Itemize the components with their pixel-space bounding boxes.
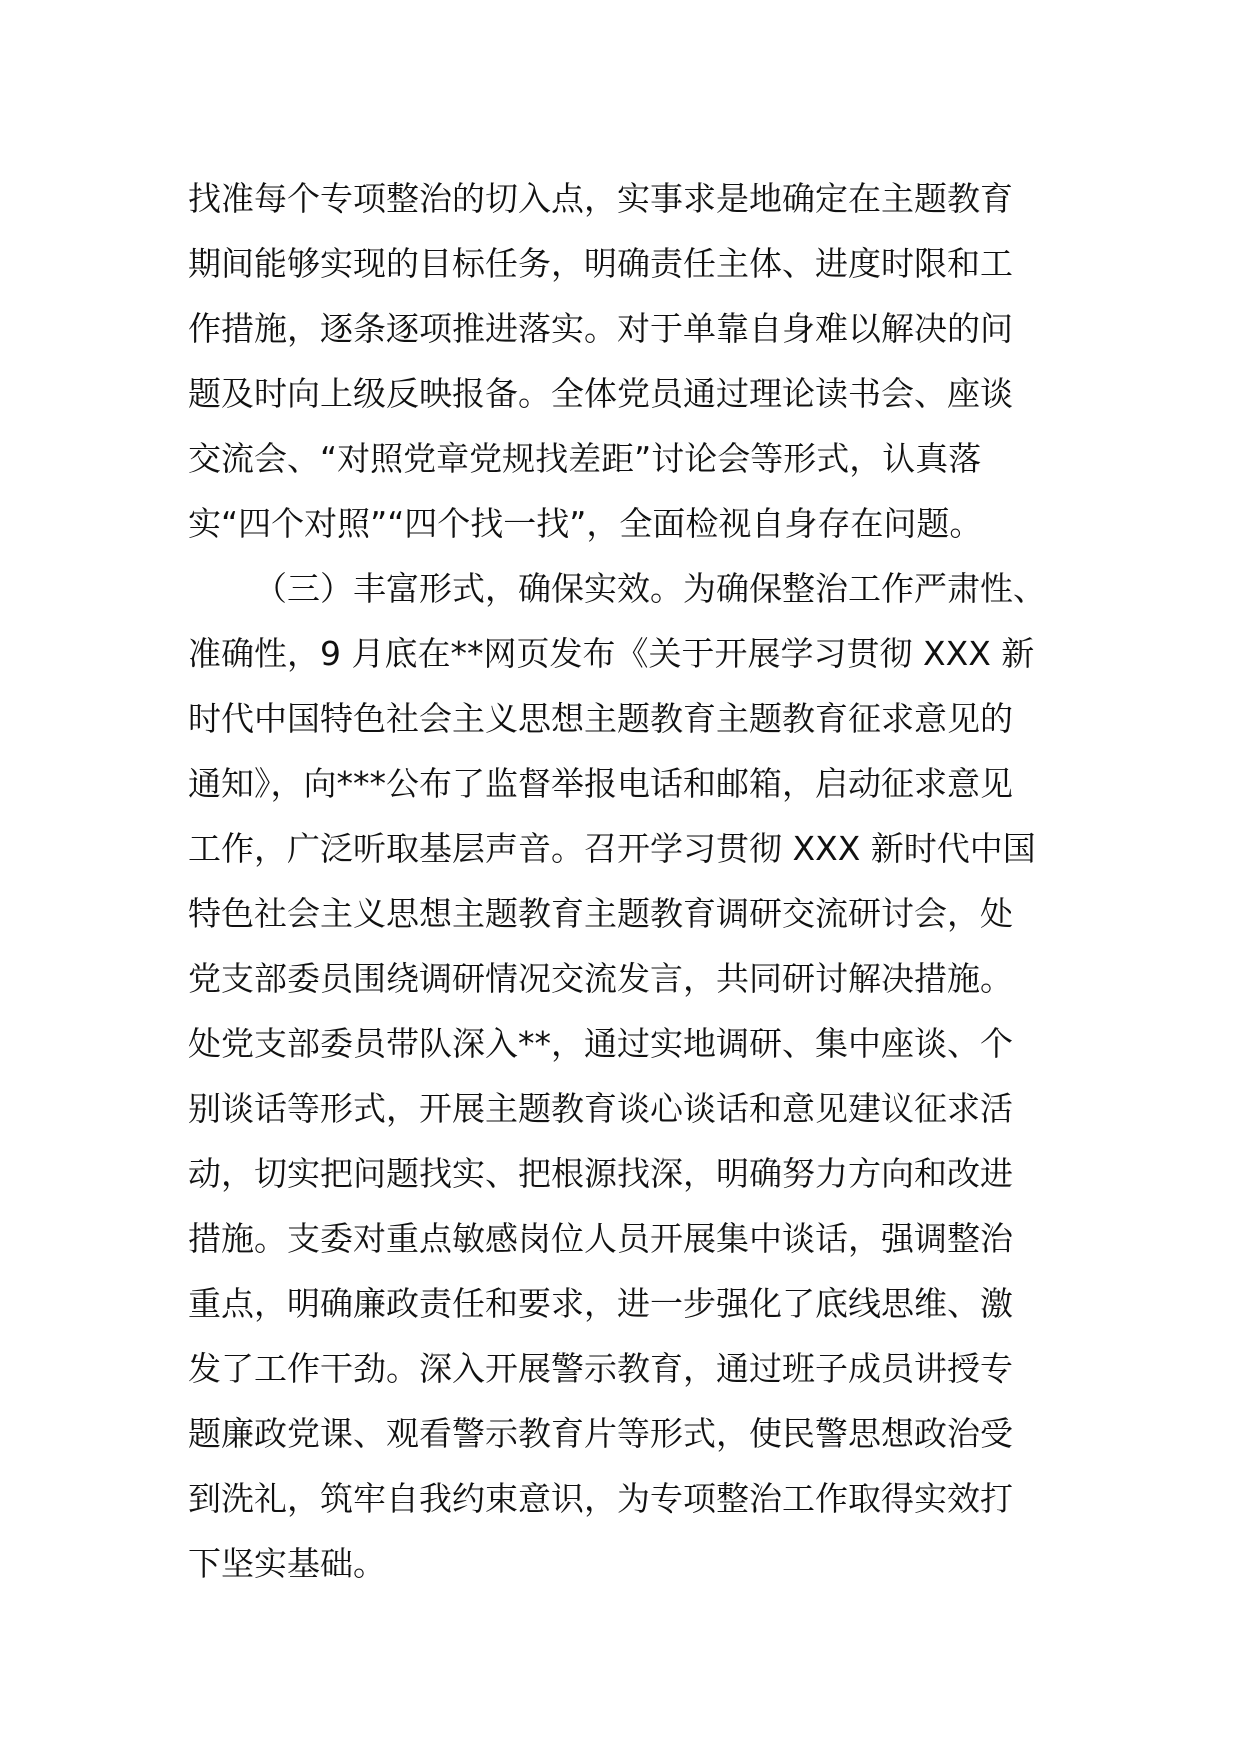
text-line: 通知》，向***公布了监督举报电话和邮箱，启动征求意见 [188,764,1013,803]
text-line: 期间能够实现的目标任务，明确责任主体、进度时限和工 [188,244,1013,283]
text-line: 交流会、“对照党章党规找差距”讨论会等形式，认真落 [188,439,982,478]
section-heading-line: （三）丰富形式，确保实效。为确保整治工作严肃性、 [254,569,1046,608]
text-line: 到洗礼，筑牢自我约束意识，为专项整治工作取得实效打 [188,1479,1013,1518]
text-line: 别谈话等形式，开展主题教育谈心谈话和意见建议征求活 [188,1089,1013,1128]
text-line: 工作，广泛听取基层声音。召开学习贯彻 XXX 新时代中国 [188,829,1036,868]
text-line: 措施。支委对重点敏感岗位人员开展集中谈话，强调整治 [188,1219,1013,1258]
text-line: 作措施，逐条逐项推进落实。对于单靠自身难以解决的问 [188,309,1013,348]
text-line: 准确性，9 月底在**网页发布《关于开展学习贯彻 XXX 新 [188,634,1035,673]
text-line: 发了工作干劲。深入开展警示教育，通过班子成员讲授专 [188,1349,1013,1388]
text-line: 党支部委员围绕调研情况交流发言，共同研讨解决措施。 [188,959,1013,998]
text-line: 时代中国特色社会主义思想主题教育主题教育征求意见的 [188,699,1013,738]
text-line: 重点，明确廉政责任和要求，进一步强化了底线思维、激 [188,1284,1013,1323]
text-line: 特色社会主义思想主题教育主题教育调研交流研讨会，处 [188,894,1013,933]
text-line: 处党支部委员带队深入**，通过实地调研、集中座谈、个 [188,1024,1013,1063]
text-line: 下坚实基础。 [188,1544,386,1583]
text-line: 找准每个专项整治的切入点，实事求是地确定在主题教育 [188,179,1013,218]
body-text [188,166,1068,1596]
text-line: 实“四个对照”“四个找一找”，全面检视自身存在问题。 [188,504,983,543]
text-line: 题廉政党课、观看警示教育片等形式，使民警思想政治受 [188,1414,1013,1453]
text-line: 题及时向上级反映报备。全体党员通过理论读书会、座谈 [188,374,1013,413]
text-line: 动，切实把问题找实、把根源找深，明确努力方向和改进 [188,1154,1013,1193]
